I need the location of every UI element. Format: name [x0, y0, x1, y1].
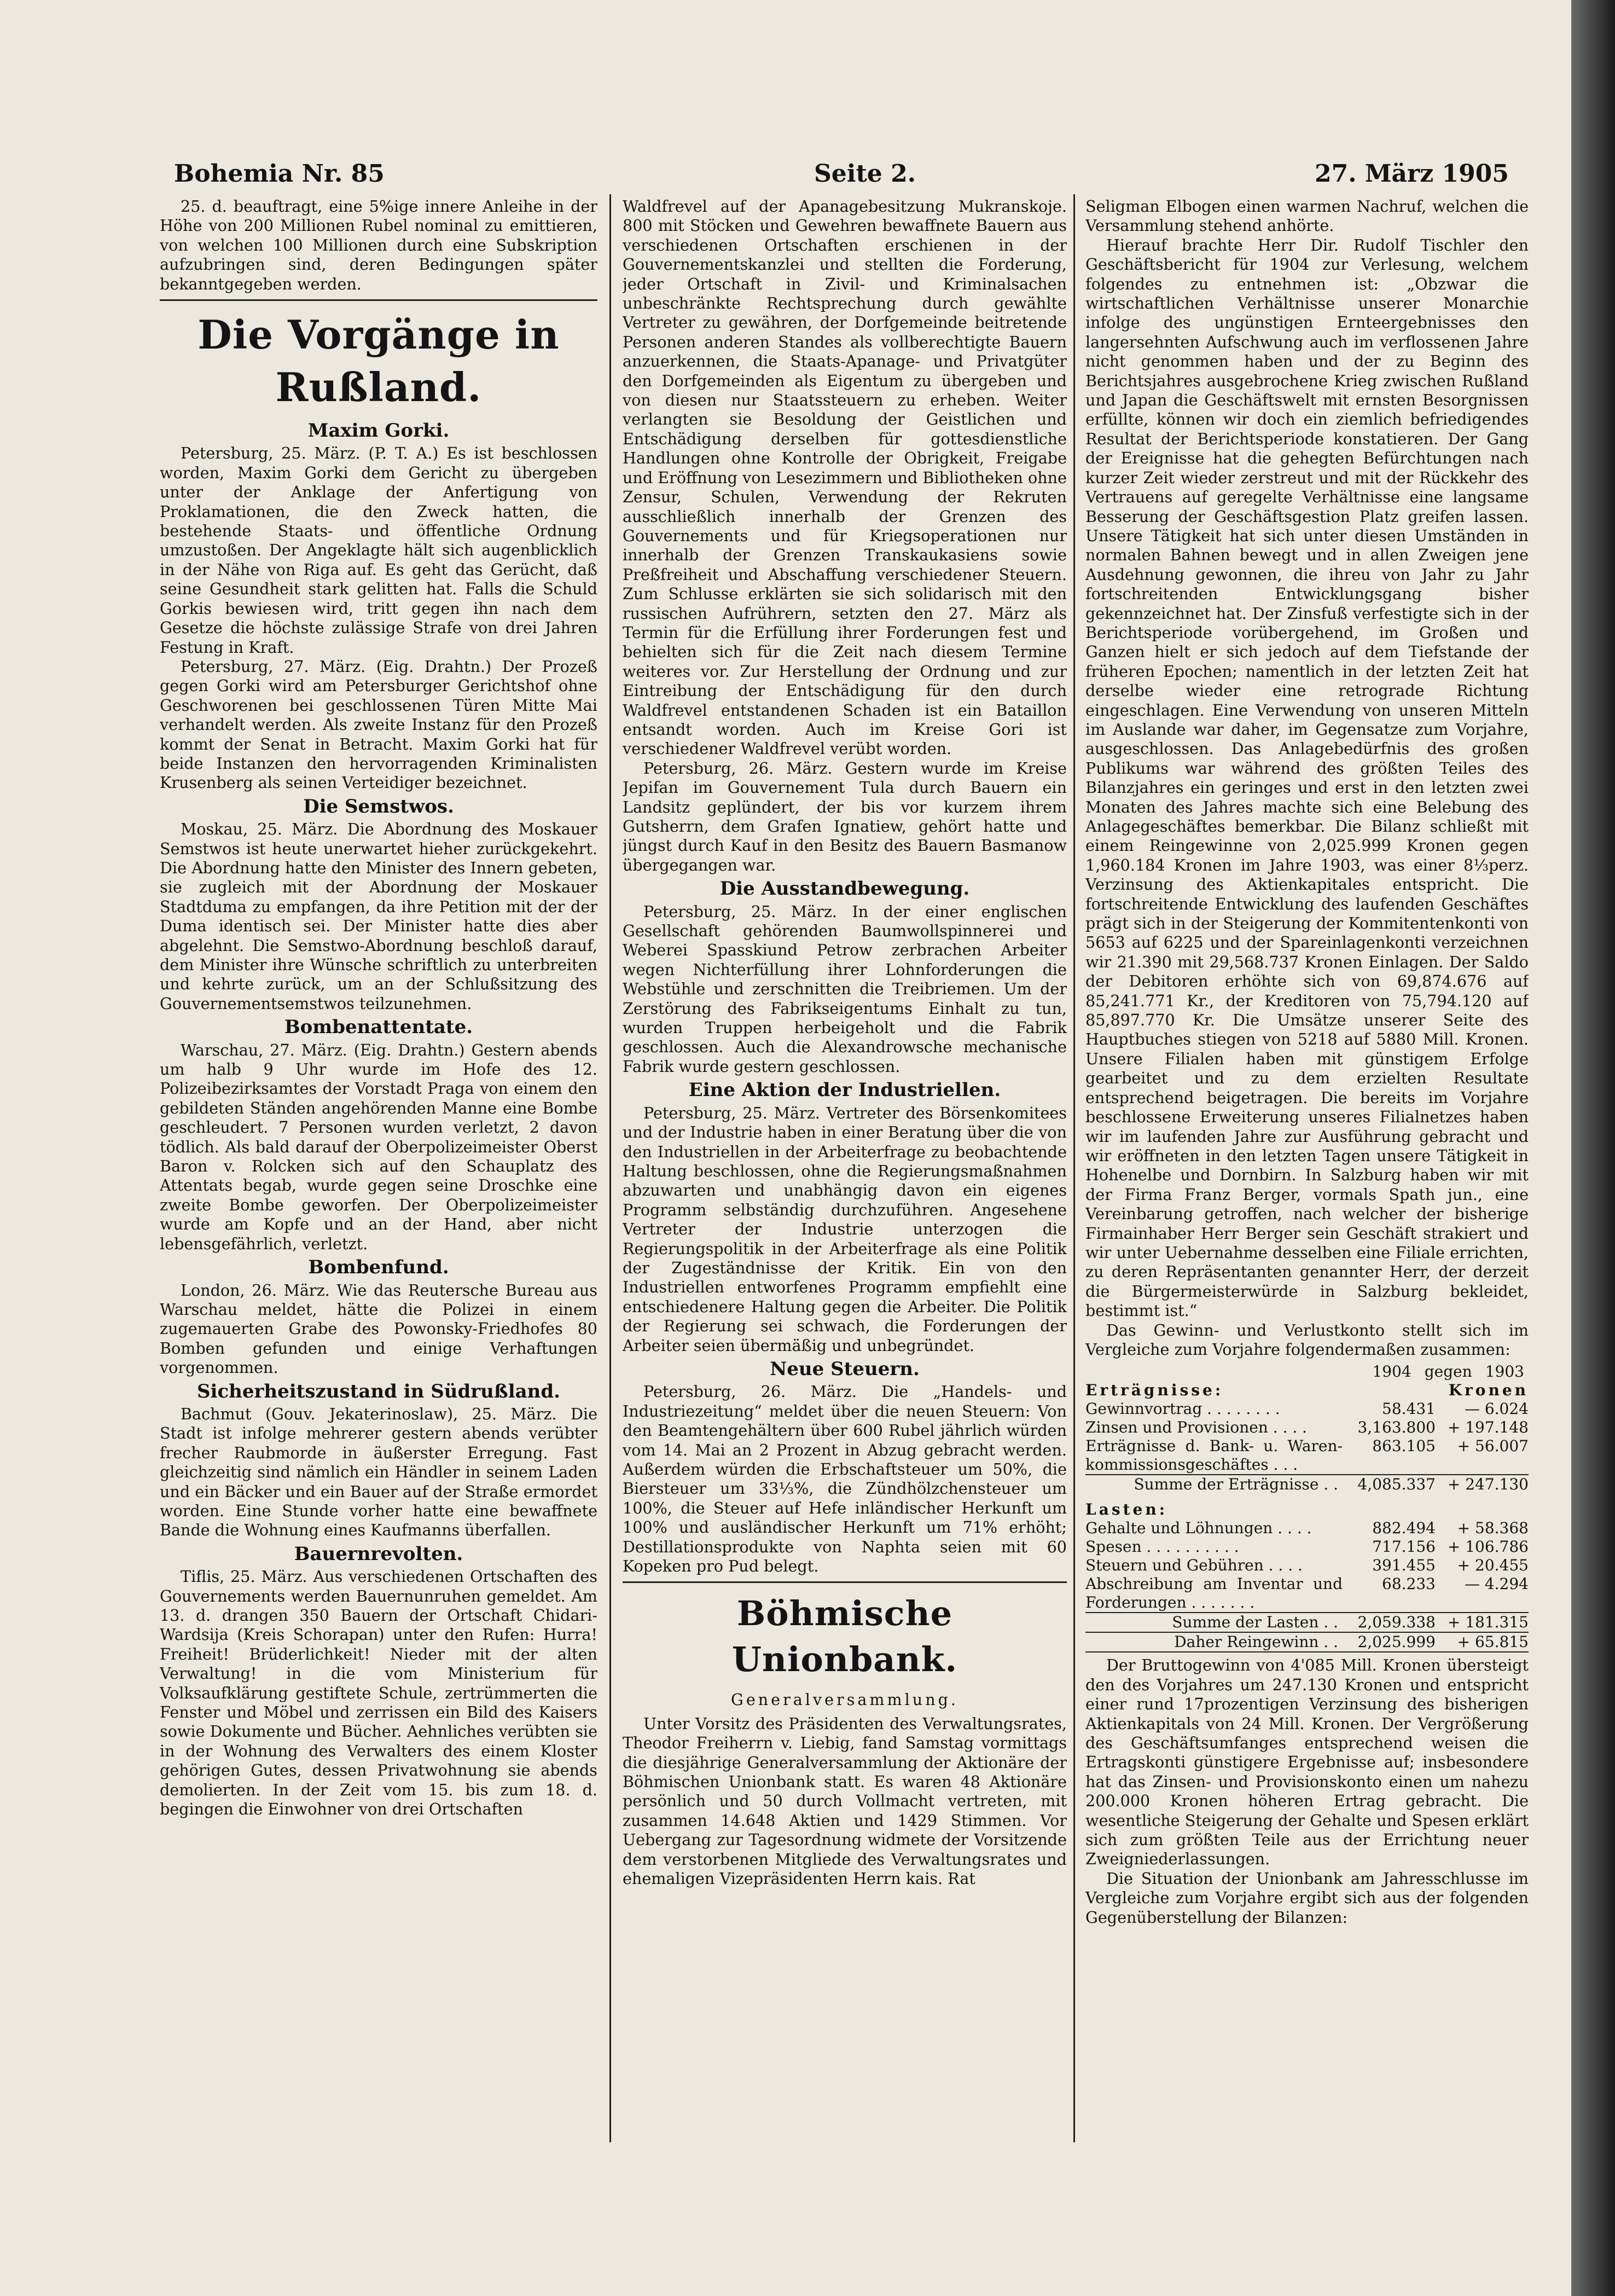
- page-header: [174, 160, 1509, 193]
- table-sum-row: [1085, 1632, 1529, 1653]
- section-title-neue-steuern: Neue Steuern.: [770, 1358, 920, 1380]
- table-cell-change: — 6.024: [1464, 1400, 1529, 1418]
- headline-unionbank: Böhmische Unionbank.: [731, 1593, 958, 1680]
- table-cell-value: 58.431: [1382, 1400, 1436, 1418]
- section-title-ausstandbewegung: Die Ausstandbewegung.: [719, 878, 970, 900]
- table-cell-change: + 197.148: [1447, 1418, 1529, 1437]
- article-paragraph: Warschau, 27. März. (Eig. Drahtn.) Gestern abends um halb 9 Uhr wurde im Hofe des 12. Polizeibezirksamtes der Vorstadt Praga von einem den gebildeten Ständen angehörenden Manne eine Bombe geschleudert. 7 Personen wurden verletzt, 2 davon tödlich. Als bald darauf der Oberpolizeimeister Oberst Baron v. Rolcken sich auf den Schauplatz des Attentats begab, wurde gegen seine Droschke eine zweite Bombe geworfen. Der Oberpolizeimeister wurde am Kopfe und an der Hand, aber nicht lebensgefährlich, verletzt.: [160, 1040, 597, 1253]
- table-cell-label: Summe der Erträgnisse . .: [1134, 1475, 1338, 1494]
- column-rule-2: [1073, 194, 1075, 2142]
- table-row: [1085, 1556, 1529, 1575]
- table-sum-row: [1085, 1612, 1529, 1632]
- table-cell-label: Daher Reingewinn . .: [1174, 1633, 1338, 1651]
- table-cell-change: + 56.007: [1457, 1437, 1529, 1456]
- table-cell-label: Gehalte und Löhnungen . . . .: [1085, 1519, 1312, 1538]
- table-cell-change: + 20.455: [1457, 1556, 1529, 1575]
- table-cell-change: + 58.368: [1457, 1519, 1529, 1538]
- table-row: [1085, 1538, 1529, 1556]
- section-title-bauernrevolten: Bauernrevolten.: [294, 1543, 463, 1565]
- table-cell-value: 68.233: [1382, 1575, 1436, 1593]
- article-paragraph: Petersburg, 25. März. In der einer englischen Gesellschaft gehörenden Baumwollspinnerei und Weberei Spasskiund Petrow zerbrachen Arbeiter wegen Nichterfüllung ihrer Lohnforderungen die Webstühle und zerschnitten die Treibriemen. Um der Zerstörung des Fabrikseigentums Einhalt zu tun, wurden Truppen herbeigeholt und die Fabrik geschlossen. Auch die Alexandrowsche mechanische Fabrik wurde gestern geschlossen.: [623, 902, 1067, 1076]
- table-head-1903: 1903: [1485, 1362, 1524, 1381]
- column-3: [1085, 197, 1529, 2145]
- main-headline: Die Vorgänge in Rußland.: [197, 311, 560, 411]
- article-paragraph: London, 26. März. Wie das Reutersche Bureau aus Warschau meldet, hätte die Polizei in einem zugemauerten Grabe des Powonsky-Friedhofes 80 Bomben gefunden und einige Verhaftungen vorgenommen.: [160, 1280, 597, 1377]
- table-cell-change: + 65.815: [1457, 1633, 1529, 1651]
- header-paper-issue: Bohemia Nr. 85: [174, 160, 385, 188]
- divider: [623, 1581, 1067, 1583]
- table-cell-label: Steuern und Gebühren . . . .: [1085, 1556, 1303, 1575]
- table-cell-change: + 106.786: [1447, 1538, 1529, 1556]
- table-cell-change: — 4.294: [1464, 1575, 1529, 1593]
- table-cell-value: 3,163.800: [1357, 1418, 1436, 1437]
- table-cell-label: Spesen . . . . . . . . . .: [1085, 1538, 1239, 1556]
- table-cell-label: Abschreibung am Inventar und Forderungen . . . . . . .: [1085, 1575, 1343, 1612]
- article-paragraph: Waldfrevel auf der Apanagebesitzung Mukranskoje. 800 mit Stöcken und Gewehren bewaffnete Bauern aus verschiedenen Ortschaften erschienen in der Gouvernementskanzlei und stellten die Forderung, jeder Ortschaft in Zivil- und Kriminalsachen unbeschränkte Rechtsprechung durch gewählte Vertreter zu gewähren, der Dorfgemeinde beitretende Personen anderen Standes als vollberechtigte Bauern anzuerkennen, die Staats-Apanage- und Privatgüter den Dorfgemeinden als Eigentum zu übergeben und von diesen nur Staatssteuern zu erheben. Weiter verlangten sie Besoldung der Geistlichen und Entschädigung derselben für gottesdienstliche Handlungen ohne Kontrolle der Obrigkeit, Freigabe und Eröffnung von Lesezimmern und Bibliotheken ohne Zensur, Schulen, Verwendung der Rekruten ausschließlich innerhalb der Grenzen des Gouvernements und für Kriegsoperationen nur innerhalb der Grenzen Transkaukasiens sowie Preßfreiheit und Abschaffung verschiedener Steuern. Zum Schlusse erklärten sie sich solidarisch mit den russischen Aufrührern, setzten den 27. März als Termin für die Erfüllung ihrer Forderungen fest und behielten sich für die Zeit nach diesem Termine weiteres vor. Zur Herstellung der Ordnung und zur Eintreibung der Entschädigung für den durch Waldfrevel entstandenen Schaden ist ein Bataillon entsandt worden. Auch im Kreise Gori ist verschiedener Waldfrevel verübt worden.: [623, 197, 1067, 758]
- article-paragraph: Die Situation der Unionbank am Jahresschlusse im Vergleiche zum Vorjahre ergibt sich aus der folgenden Gegenüberstellung der Bilanzen:: [1085, 1869, 1529, 1927]
- article-paragraph: Petersburg, 26. März. Gestern wurde im Kreise Jepifan im Gouvernement Tula durch Bauern ein Landsitz geplündert, der bis vor kurzem ihrem Gutsherrn, dem Grafen Ignatiew, gehört hatte und jüngst durch Kauf in den Besitz des Bauern Basmanow übergegangen war.: [623, 758, 1067, 874]
- table-row: [1085, 1437, 1529, 1474]
- section-title-bombenfund: Bombenfund.: [308, 1256, 449, 1279]
- table-group-label: Erträgnisse:: [1085, 1381, 1224, 1400]
- col1-intro: 25. d. beauftragt, eine 5%ige innere Anleihe in der Höhe von 200 Millionen Rubel nominal zu emittieren, von welchen 100 Millionen durch eine Subskription aufzubringen sind, deren Bedingungen später bekanntgegeben werden.: [160, 197, 597, 293]
- table-cell-label: Zinsen und Provisionen . . . .: [1085, 1418, 1308, 1437]
- article-paragraph: Petersburg, 25. März. (P. T. A.) Es ist beschlossen worden, Maxim Gorki dem Gericht zu übergeben unter der Anklage der Anfertigung von Proklamationen, die den Zweck hatten, die bestehende Staats- und öffentliche Ordnung umzustoßen. Der Angeklagte hält sich augenblicklich in der Nähe von Riga auf. Es geht das Gerücht, daß seine Gesundheit stark gelitten hat. Falls die Schuld Gorkis bewiesen wird, tritt gegen ihn nach dem Gesetze die höchste zulässige Strafe von drei Jahren Festung in Kraft.: [160, 444, 597, 657]
- scanner-edge: [1571, 0, 1615, 2296]
- article-paragraph: Der Bruttogewinn von 4'085 Mill. Kronen übersteigt den des Vorjahres um 247.130 Kronen und entspricht einer rund 17prozentigen Verzinsung des bisherigen Aktienkapitals von 24 Mill. Kronen. Der Vergrößerung des Geschäftsumfanges entsprechend weisen die Ertragskonti günstigere Ergebnisse auf; insbesondere hat das Zinsen- und Provisionskonto einen um nahezu 200.000 Kronen höheren Ertrag gebracht. Die wesentliche Steigerung der Gehalte und Spesen erklärt sich zum größten Teile aus der Errichtung neuer Zweigniederlassungen.: [1085, 1656, 1529, 1869]
- table-cell-value: 2,025.999: [1357, 1633, 1436, 1651]
- table-cell-label: Erträgnisse d. Bank- u. Waren-kommissionsgeschäftes . . .: [1085, 1437, 1343, 1474]
- table-row: [1085, 1500, 1529, 1519]
- section-title-semstwos: Die Semstwos.: [303, 795, 454, 817]
- table-head-gegen: gegen: [1424, 1362, 1472, 1381]
- table-header: [1085, 1362, 1529, 1381]
- table-row: [1085, 1400, 1529, 1418]
- table-row: [1085, 1418, 1529, 1437]
- table-cell-change: + 181.315: [1447, 1613, 1529, 1632]
- table-cell-value: 4,085.337: [1357, 1475, 1436, 1494]
- article-paragraph: Tiflis, 25. März. Aus verschiedenen Ortschaften des Gouvernements werden Bauernunruhen gemeldet. Am 13. d. drangen 350 Bauern der Ortschaft Chidari-Wardsija (Kreis Schorapan) unter den Rufen: Hurra! Freiheit! Brüderlichkeit! Nieder mit der alten Verwaltung! in die vom Ministerium für Volksaufklärung gestiftete Schule, zertrümmerten die Fenster und Möbel und zerrissen ein Bild des Kaisers sowie Dokumente und Bücher. Aehnliches verübten sie in der Wohnung des Verwalters des einem Kloster gehörigen Gutes, dessen Privatwohnung sie abends demolierten. In der Zeit vom 15. bis zum 18. d. begingen die Einwohner von drei Ortschaften: [160, 1567, 597, 1819]
- article-paragraph: Petersburg, 26. März. Die „Handels- und Industriezeitung“ meldet über die neuen Steuern: Von den Beamtengehältern über 600 Rubel jährlich würden vom 14. Mai an 2 Prozent in Abzug gebracht werden. Außerdem würden die Erbschaftsteuer um 50%, die Biersteuer um 33⅓%, die Zündhölzchensteuer um 100%, die Steuer auf Hefe inländischer Herkunft um 100% und ausländischer Herkunft um 71% erhöht; Destillationsprodukte von Naphta seien mit 60 Kopeken pro Pud belegt.: [623, 1382, 1067, 1576]
- section-title-bombenattentate: Bombenattentate.: [284, 1016, 473, 1039]
- table-cell-value: 863.105: [1372, 1437, 1436, 1456]
- table-cell-value: 882.494: [1372, 1519, 1436, 1538]
- header-page-number: Seite 2.: [814, 160, 916, 188]
- table-cell-value: 2,059.338: [1357, 1613, 1436, 1632]
- subtitle-generalversammlung: Generalversammlung.: [730, 1690, 959, 1709]
- table-unit-label: Kronen: [1448, 1381, 1529, 1400]
- profit-loss-table: [1085, 1362, 1529, 1653]
- table-cell-change: + 247.130: [1447, 1475, 1529, 1494]
- article-paragraph: Seligman Elbogen einen warmen Nachruf, welchen die Versammlung stehend anhörte.: [1085, 197, 1529, 235]
- section-title-gorki: Maxim Gorki.: [307, 420, 450, 442]
- table-cell-label: Gewinnvortrag . . . . . . . .: [1085, 1400, 1280, 1418]
- table-cell-label: Summe der Lasten . .: [1172, 1613, 1338, 1632]
- table-row: [1085, 1381, 1529, 1400]
- section-title-aktion-industriellen: Eine Aktion der Industriellen.: [688, 1079, 1001, 1101]
- table-head-1904: 1904: [1372, 1362, 1411, 1381]
- article-paragraph: Petersburg, 25. März. Vertreter des Börsenkomitees und der Industrie haben in einer Beratung über die von den Industriellen in der Arbeiterfrage zu beobachtende Haltung beschlossen, ohne die Regierungsmaßnahmen abzuwarten und unabhängig davon ein eigenes Programm selbständig durchzuführen. Angesehene Vertreter der Industrie unterzogen die Regierungspolitik in der Arbeiterfrage als eine Politik der Zugeständnisse der Kritik. Ein von den Industriellen entworfenes Programm empfiehlt eine entschiedenere Haltung gegen die Arbeiter. Die Politik der Regierung sei schwach, die Forderungen der Arbeiter seien übermäßig und unbegründet.: [623, 1103, 1067, 1355]
- article-paragraph: Moskau, 25. März. Die Abordnung des Moskauer Semstwos ist heute unerwartet hieher zurückgekehrt. Die Abordnung hatte den Minister des Innern gebeten, sie zugleich mit der Abordnung der Moskauer Stadtduma zu empfangen, da ihre Petition mit der der Duma identisch sei. Der Minister hatte dies aber abgelehnt. Die Semstwo-Abordnung beschloß darauf, dem Minister ihre Wünsche schriftlich zu unterbreiten und kehrte zurück, um an der Schlußsitzung des Gouvernementsemstwos teilzunehmen.: [160, 820, 597, 1013]
- table-sum-row: [1085, 1474, 1529, 1494]
- table-row: [1085, 1575, 1529, 1612]
- article-paragraph: Hierauf brachte Herr Dir. Rudolf Tischler den Geschäftsbericht für 1904 zur Verlesung, welchem folgendes zu entnehmen ist: „Obzwar die wirtschaftlichen Verhältnisse unserer Monarchie infolge des ungünstigen Ernteergebnisses den langersehnten Aufschwung auch im verflossenen Jahre nicht genommen haben und der zu Beginn des Berichtsjahres ausgebrochene Krieg zwischen Rußland und Japan die Geschäftswelt mit ernsten Besorgnissen erfüllte, können wir doch ein ziemlich befriedigendes Resultat der Berichtsperiode konstatieren. Der Gang der Ereignisse hat die gehegten Befürchtungen nach kurzer Zeit wieder zerstreut und mit der Rückkehr des Vertrauens auf geregelte Verhältnisse eine langsame Besserung der Geschäftsgestion Platz greifen lassen. Unsere Tätigkeit hat sich unter diesen Umständen in normalen Bahnen bewegt und in allen Zweigen jene Ausdehnung gewonnen, die ihreu von Jahr zu Jahr fortschreitenden Entwicklungsgang bisher gekennzeichnet hat. Der Zinsfuß verfestigte sich in der Berichtsperiode vorübergehend, im Großen und Ganzen hielt er sich jedoch auf dem Tiefstande der früheren Epochen; namentlich in der letzten Zeit hat derselbe wieder eine retrograde Richtung eingeschlagen. Eine Verwendung von unseren Mitteln im Auslande war daher, im Gegensatze zum Vorjahre, ausgeschlossen. Das Anlagebedürfnis des großen Publikums war während des größten Teiles des Bilanzjahres ein geringes und erst in den letzten zwei Monaten des Jahres machte sich eine Belebung des Anlagegeschäftes bemerkbar. Die Bilanz schließt mit einem Reingewinne von 2,025.999 Kronen gegen 1,960.184 Kronen im Jahre 1903, was einer 8⅓perz. Verzinsung des Aktienkapitales entspricht. Die fortschreitende Entwicklung des laufenden Geschäftes prägt sich in der Steigerung der Kommitentenkonti von 5653 auf 6225 und der Spareinlagenkonti verzeichnen wir 21.390 mit 29,568.737 Kronen Einlagen. Der Saldo der Debitoren erhöhte sich von 69,874.676 auf 85,241.771 Kr., der Kreditoren von 75,794.120 auf 85,897.770 Kr. Die Umsätze unserer Seite des Hauptbuches stiegen von 5218 auf 5880 Mill. Kronen. Unsere Filialen haben mit günstigem Erfolge gearbeitet und zu dem erzielten Resultate entsprechend beigetragen. Die bereits im Vorjahre beschlossene Erweiterung unseres Filialnetzes haben wir im laufenden Jahre zur Ausführung gebracht und wir eröffneten in den letzten Tagen unsere Tätigkeit in Hohenelbe und Dornbirn. In Salzburg haben wir mit der Firma Franz Berger, vormals Spath jun., eine Vereinbarung getroffen, nach welcher der bisherige Firmainhaber Herr Berger sein Geschäft strakiert und wir unter Uebernahme desselben eine Filiale errichten, zu deren Repräsentanten genannter Herr, der derzeit die Bürgermeisterwürde in Salzburg bekleidet, bestimmt ist.“: [1085, 235, 1529, 1320]
- column-1: [160, 197, 597, 2145]
- table-group-label: Lasten:: [1085, 1500, 1168, 1519]
- column-2: [623, 197, 1067, 2145]
- article-paragraph: Bachmut (Gouv. Jekaterinoslaw), 25. März. Die Stadt ist infolge mehrerer gestern abends verübter frecher Raubmorde in äußerster Erregung. Fast gleichzeitig sind nämlich ein Händler in seinem Laden und ein Bäcker und ein Bauer auf der Straße ermordet worden. Eine Stunde vorher hatte eine bewaffnete Bande die Wohnung eines Kaufmanns überfallen.: [160, 1404, 597, 1540]
- table-cell-value: 717.156: [1372, 1538, 1436, 1556]
- article-paragraph: Petersburg, 27. März. (Eig. Drahtn.) Der Prozeß gegen Gorki wird am Petersburger Gerichtshof ohne Geschworenen bei geschlossenen Türen Mitte Mai verhandelt werden. Als zweite Instanz für den Prozeß kommt der Senat in Betracht. Maxim Gorki hat für beide Instanzen den hervorragenden Kriminalisten Krusenberg als seinen Verteidiger bezeichnet.: [160, 657, 597, 792]
- section-title-sicherheitszustand: Sicherheitszustand in Südrußland.: [196, 1380, 561, 1402]
- table-cell-value: 391.455: [1372, 1556, 1436, 1575]
- table-row: [1085, 1519, 1529, 1538]
- header-date: 27. März 1905: [1314, 160, 1509, 188]
- column-rule-1: [609, 194, 611, 2142]
- divider: [160, 299, 597, 301]
- article-paragraph: Unter Vorsitz des Präsidenten des Verwaltungsrates, Theodor Freiherrn v. Liebig, fand Samstag vormittags die diesjährige Generalversammlung der Aktionäre der Böhmischen Unionbank statt. Es waren 48 Aktionäre persönlich und 50 durch Vollmacht vertreten, mit zusammen 14.648 Aktien und 1429 Stimmen. Vor Uebergang zur Tagesordnung widmete der Vorsitzende dem verstorbenen Mitgliede des Verwaltungsrates und ehemaligen Vizepräsidenten Herrn kais. Rat: [623, 1714, 1067, 1888]
- article-paragraph: Das Gewinn- und Verlustkonto stellt sich im Vergleiche zum Vorjahre folgendermaßen zusammen:: [1085, 1320, 1529, 1359]
